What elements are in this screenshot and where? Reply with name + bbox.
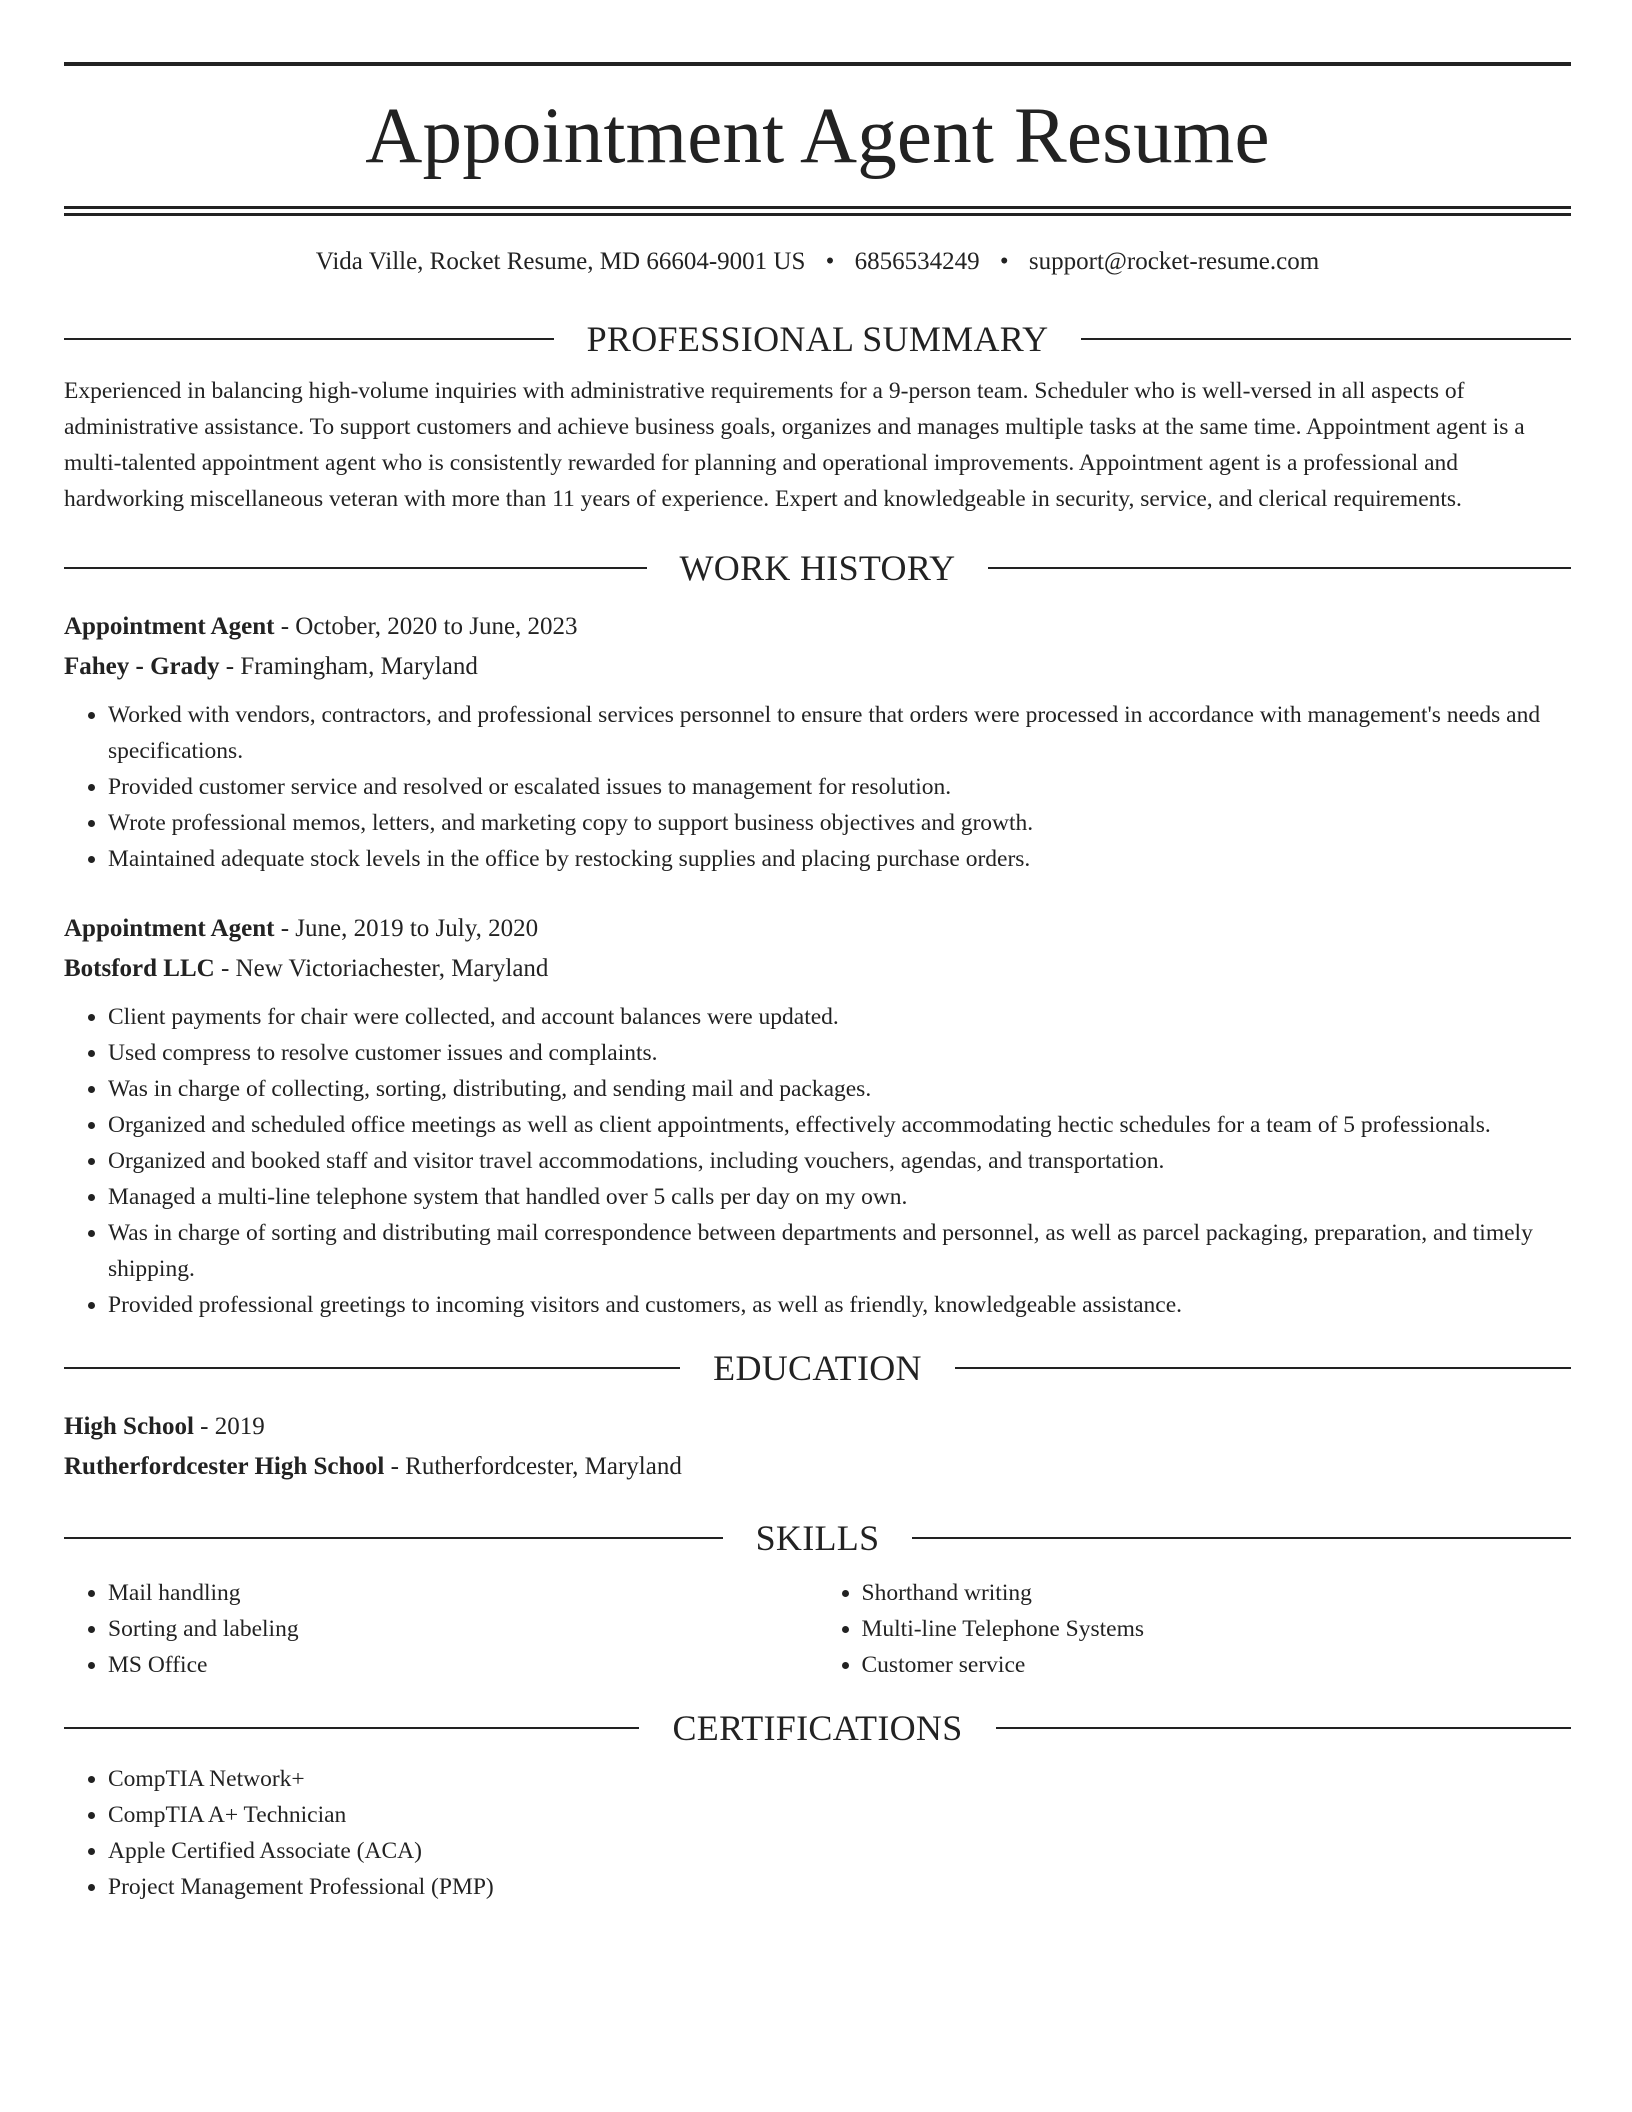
contact-separator: • bbox=[999, 248, 1009, 275]
contact-email: support@rocket-resume.com bbox=[1028, 248, 1320, 275]
list-item: • Maintained adequate stock levels in the office by restocking supplies and placing purchase orders. bbox=[108, 841, 1571, 877]
skill-item: • Mail handling bbox=[108, 1575, 818, 1611]
job-company-line bbox=[64, 647, 1571, 687]
section-title: CERTIFICATIONS bbox=[672, 1708, 963, 1748]
job-title-line bbox=[64, 909, 1571, 949]
heading-rule bbox=[955, 1367, 1571, 1369]
job-title: Appointment Agent bbox=[64, 613, 275, 640]
list-item: • Worked with vendors, contractors, and professional services personnel to ensure that orders were processed in accordance with management's needs and specifications. bbox=[108, 697, 1571, 769]
heading-rule bbox=[64, 1727, 639, 1729]
education-school-line bbox=[64, 1447, 1571, 1487]
list-item: • Client payments for chair were collected, and account balances were updated. bbox=[108, 999, 1571, 1035]
section-title: WORK HISTORY bbox=[679, 548, 956, 588]
certification-item: • Project Management Professional (PMP) bbox=[108, 1869, 1571, 1905]
education-year: - 2019 bbox=[193, 1413, 265, 1440]
job-entry bbox=[64, 607, 1571, 877]
heading-rule bbox=[1081, 338, 1571, 340]
skill-item: • Multi-line Telephone Systems bbox=[862, 1611, 1572, 1647]
page-title: Appointment Agent Resume bbox=[365, 92, 1270, 180]
skill-item: • Customer service bbox=[862, 1647, 1572, 1683]
skill-item: • MS Office bbox=[108, 1647, 818, 1683]
list-item: • Provided professional greetings to incoming visitors and customers, as well as friendly, knowledgeable assistance. bbox=[108, 1287, 1571, 1323]
section-heading-skills bbox=[64, 1515, 1571, 1561]
summary-paragraph: Experienced in balancing high-volume inquiries with administrative requirements for a 9-person team. Scheduler who is well-versed in all aspects of administrative assistance. To support customers and achieve business goals, organizes and manages multiple tasks at the same time. Appointment agent is a multi-talented appointment agent who is consistently rewarded for planning and operational improvements. Appointment agent is a professional and hardworking miscellaneous veteran with more than 11 years of experience. Expert and knowledgeable in security, service, and clerical requirements. bbox=[64, 378, 1525, 512]
heading-rule bbox=[996, 1727, 1571, 1729]
job-company: Fahey - Grady bbox=[64, 653, 220, 680]
job-title-line bbox=[64, 607, 1571, 647]
section-title: PROFESSIONAL SUMMARY bbox=[586, 319, 1049, 359]
job-company-line bbox=[64, 949, 1571, 989]
contact-line bbox=[64, 244, 1571, 280]
title-double-rule bbox=[64, 206, 1571, 216]
certification-item: • Apple Certified Associate (ACA) bbox=[108, 1833, 1571, 1869]
contact-address: Vida Ville, Rocket Resume, MD 66604-9001 US bbox=[315, 248, 806, 275]
heading-rule bbox=[64, 1367, 680, 1369]
resume-page bbox=[64, 62, 1571, 1905]
education-entry bbox=[64, 1407, 1571, 1487]
certification-item: • CompTIA A+ Technician bbox=[108, 1797, 1571, 1833]
heading-rule bbox=[64, 1537, 723, 1539]
list-item: • Used compress to resolve customer issues and complaints. bbox=[108, 1035, 1571, 1071]
skill-item: • Shorthand writing bbox=[862, 1575, 1572, 1611]
job-location: - New Victoriachester, Maryland bbox=[214, 955, 549, 982]
job-bullets bbox=[64, 697, 1571, 877]
job-company: Botsford LLC bbox=[64, 955, 215, 982]
list-item: • Was in charge of collecting, sorting, distributing, and sending mail and packages. bbox=[108, 1071, 1571, 1107]
list-item: • Was in charge of sorting and distributing mail correspondence between departments and personnel, as well as parcel packaging, preparation, and timely shipping. bbox=[108, 1215, 1571, 1287]
heading-rule bbox=[912, 1537, 1571, 1539]
heading-rule bbox=[64, 567, 647, 569]
section-heading-summary bbox=[64, 316, 1571, 362]
section-title: SKILLS bbox=[755, 1518, 880, 1558]
heading-rule bbox=[64, 338, 554, 340]
certification-item: • CompTIA Network+ bbox=[108, 1761, 1571, 1797]
section-heading-education bbox=[64, 1345, 1571, 1391]
contact-phone: 6856534249 bbox=[854, 248, 980, 275]
certifications-list bbox=[64, 1761, 1571, 1905]
heading-rule bbox=[988, 567, 1571, 569]
job-dates: - June, 2019 to July, 2020 bbox=[274, 915, 539, 942]
education-degree-line bbox=[64, 1407, 1571, 1447]
contact-separator: • bbox=[825, 248, 835, 275]
section-title: EDUCATION bbox=[713, 1348, 922, 1388]
education-school: Rutherfordcester High School bbox=[64, 1453, 385, 1480]
job-entry bbox=[64, 909, 1571, 1323]
list-item: • Managed a multi-line telephone system that handled over 5 calls per day on my own. bbox=[108, 1179, 1571, 1215]
list-item: • Organized and booked staff and visitor travel accommodations, including vouchers, agendas, and transportation. bbox=[108, 1143, 1571, 1179]
education-degree: High School bbox=[64, 1413, 194, 1440]
skills-list bbox=[64, 1575, 1571, 1683]
skills-column-left bbox=[64, 1575, 818, 1683]
list-item: • Wrote professional memos, letters, and marketing copy to support business objectives and growth. bbox=[108, 805, 1571, 841]
list-item: • Provided customer service and resolved or escalated issues to management for resolution. bbox=[108, 769, 1571, 805]
list-item: • Organized and scheduled office meetings as well as client appointments, effectively accommodating hectic schedules for a team of 5 professionals. bbox=[108, 1107, 1571, 1143]
job-bullets bbox=[64, 999, 1571, 1323]
education-location: - Rutherfordcester, Maryland bbox=[384, 1453, 682, 1480]
job-location: - Framingham, Maryland bbox=[219, 653, 478, 680]
section-heading-certifications bbox=[64, 1705, 1571, 1751]
section-heading-work-history bbox=[64, 545, 1571, 591]
job-dates: - October, 2020 to June, 2023 bbox=[274, 613, 578, 640]
job-title: Appointment Agent bbox=[64, 915, 275, 942]
skill-item: • Sorting and labeling bbox=[108, 1611, 818, 1647]
skills-column-right bbox=[818, 1575, 1572, 1683]
